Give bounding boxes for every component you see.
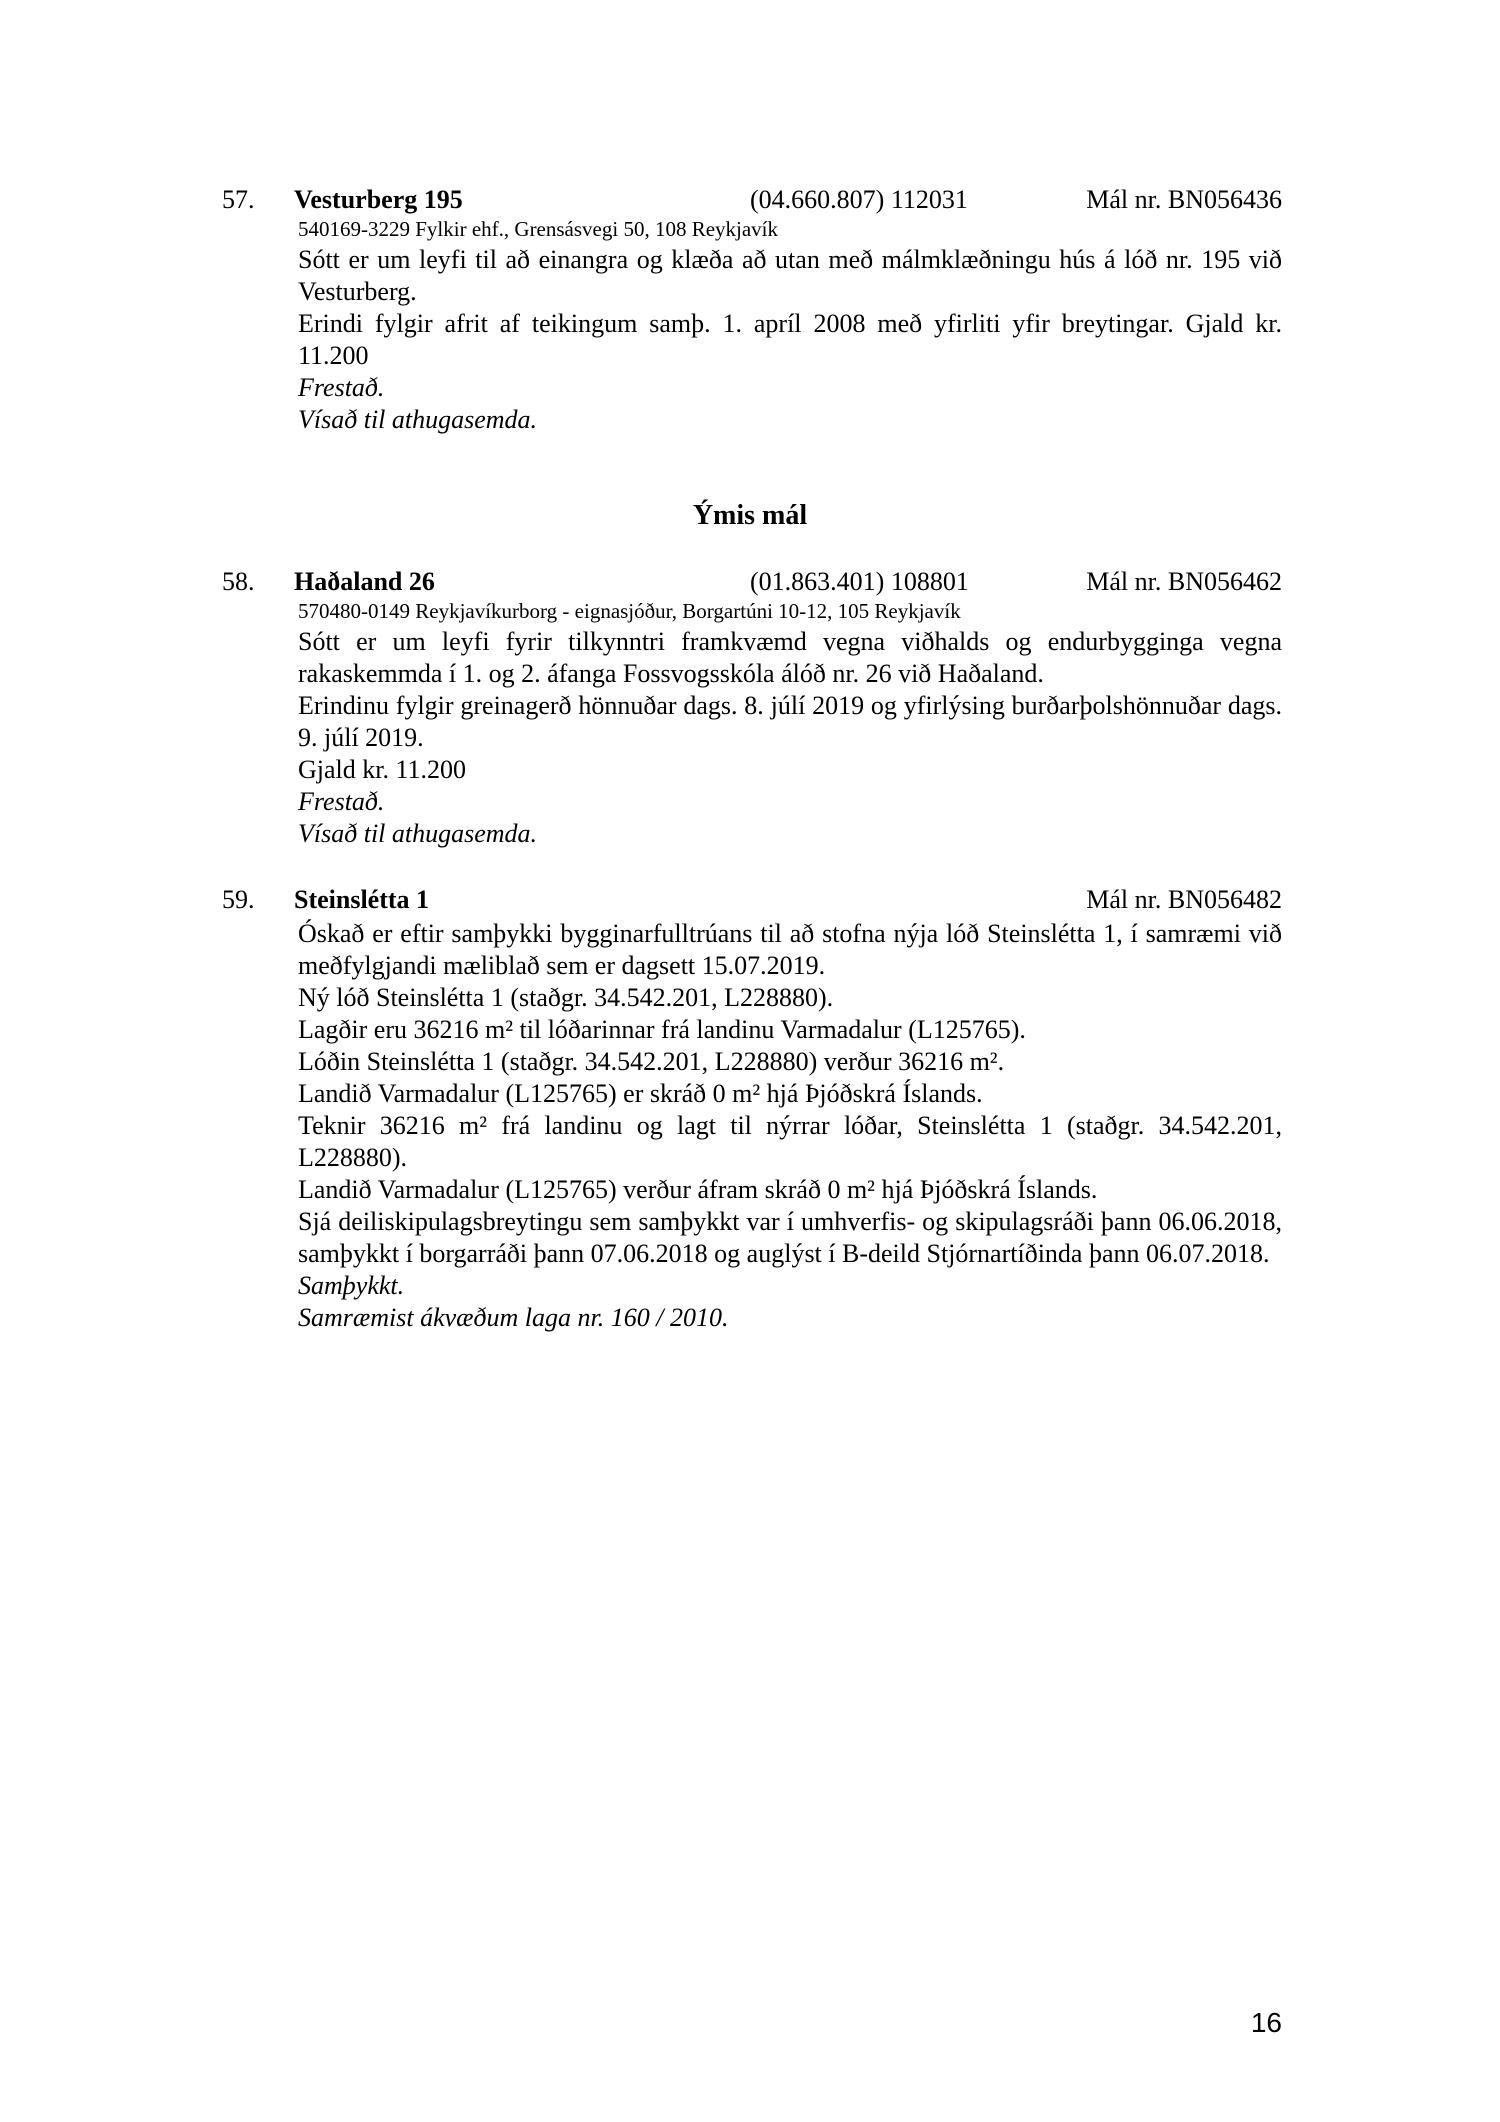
- case-id: Mál nr. BN056436: [1086, 185, 1282, 214]
- case-item-59: [222, 882, 1282, 1334]
- case-header: [222, 564, 1282, 600]
- case-status: Frestað.: [298, 787, 385, 816]
- case-paragraph: Teknir 36216 m² frá landinu og lagt til nýrrar lóðar, Steinslétta 1 (staðgr. 34.542.201, L228880).: [298, 1111, 1282, 1172]
- case-id: Mál nr. BN056462: [1086, 567, 1282, 596]
- case-applicant: 540169-3229 Fylkir ehf., Grensásvegi 50, 108 Reykjavík: [298, 217, 779, 241]
- case-paragraph: Gjald kr. 11.200: [298, 755, 467, 784]
- case-address: Steinslétta 1: [294, 885, 430, 914]
- case-number: 57.: [222, 185, 255, 214]
- case-paragraph: Sótt er um leyfi til að einangra og klæða að utan með málmklæðningu hús á lóð nr. 195 við Vesturberg.: [298, 245, 1282, 306]
- page-number: 16: [1250, 2007, 1282, 2038]
- case-address: Haðaland 26: [294, 567, 435, 596]
- case-status: Frestað.: [298, 373, 385, 402]
- section-heading: Ýmis mál: [692, 500, 808, 531]
- case-body: [298, 598, 1282, 850]
- case-item-58: [222, 564, 1282, 850]
- case-paragraph: Lóðin Steinslétta 1 (staðgr. 34.542.201, L228880) verður 36216 m².: [298, 1047, 1005, 1076]
- case-reference: (04.660.807) 112031: [750, 185, 968, 214]
- case-paragraph: Sótt er um leyfi fyrir tilkynntri framkvæmd vegna viðhalds og endurbygginga vegna rakaskemmda í 1. og 2. áfanga Fossvogsskóla álóð nr. 26 við Haðaland.: [298, 627, 1282, 688]
- case-applicant: 570480-0149 Reykjavíkurborg - eignasjóður, Borgartúni 10-12, 105 Reykjavík: [298, 599, 961, 623]
- case-paragraph: Landið Varmadalur (L125765) verður áfram skráð 0 m² hjá Þjóðskrá Íslands.: [298, 1175, 1098, 1204]
- case-reference: (01.863.401) 108801: [750, 567, 969, 596]
- case-status: Vísað til athugasemda.: [298, 819, 538, 848]
- case-item-57: [222, 182, 1282, 436]
- case-paragraph: Ný lóð Steinslétta 1 (staðgr. 34.542.201, L228880).: [298, 983, 834, 1012]
- case-number: 59.: [222, 885, 255, 914]
- case-status: Vísað til athugasemda.: [298, 405, 538, 434]
- case-paragraph: Sjá deiliskipulagsbreytingu sem samþykkt var í umhverfis- og skipulagsráði þann 06.06.2018, samþykkt í borgarráði þann 07.06.2018 og auglýst í B-deild Stjórnartíðinda þann 06.07.2018.: [298, 1207, 1282, 1268]
- case-id: Mál nr. BN056482: [1086, 885, 1282, 914]
- case-header: [222, 882, 1282, 918]
- case-status: Samþykkt.: [298, 1271, 405, 1300]
- case-paragraph: Óskað er eftir samþykki bygginarfulltrúans til að stofna nýja lóð Steinslétta 1, í samræmi við meðfylgjandi mæliblað sem er dagsett 15.07.2019.: [298, 919, 1282, 980]
- case-paragraph: Erindinu fylgir greinagerð hönnuðar dags. 8. júlí 2019 og yfirlýsing burðarþolshönnuðar dags. 9. júlí 2019.: [298, 691, 1282, 752]
- case-number: 58.: [222, 567, 255, 596]
- case-body: [298, 216, 1282, 436]
- case-address: Vesturberg 195: [294, 185, 463, 214]
- case-status: Samræmist ákvæðum laga nr. 160 / 2010.: [298, 1303, 729, 1332]
- case-paragraph: Landið Varmadalur (L125765) er skráð 0 m² hjá Þjóðskrá Íslands.: [298, 1079, 983, 1108]
- case-paragraph: Erindi fylgir afrit af teikingum samþ. 1. apríl 2008 með yfirliti yfir breytingar. Gjald kr. 11.200: [298, 309, 1282, 370]
- case-paragraph: Lagðir eru 36216 m² til lóðarinnar frá landinu Varmadalur (L125765).: [298, 1015, 1026, 1044]
- case-body: [298, 918, 1282, 1334]
- case-header: [222, 182, 1282, 218]
